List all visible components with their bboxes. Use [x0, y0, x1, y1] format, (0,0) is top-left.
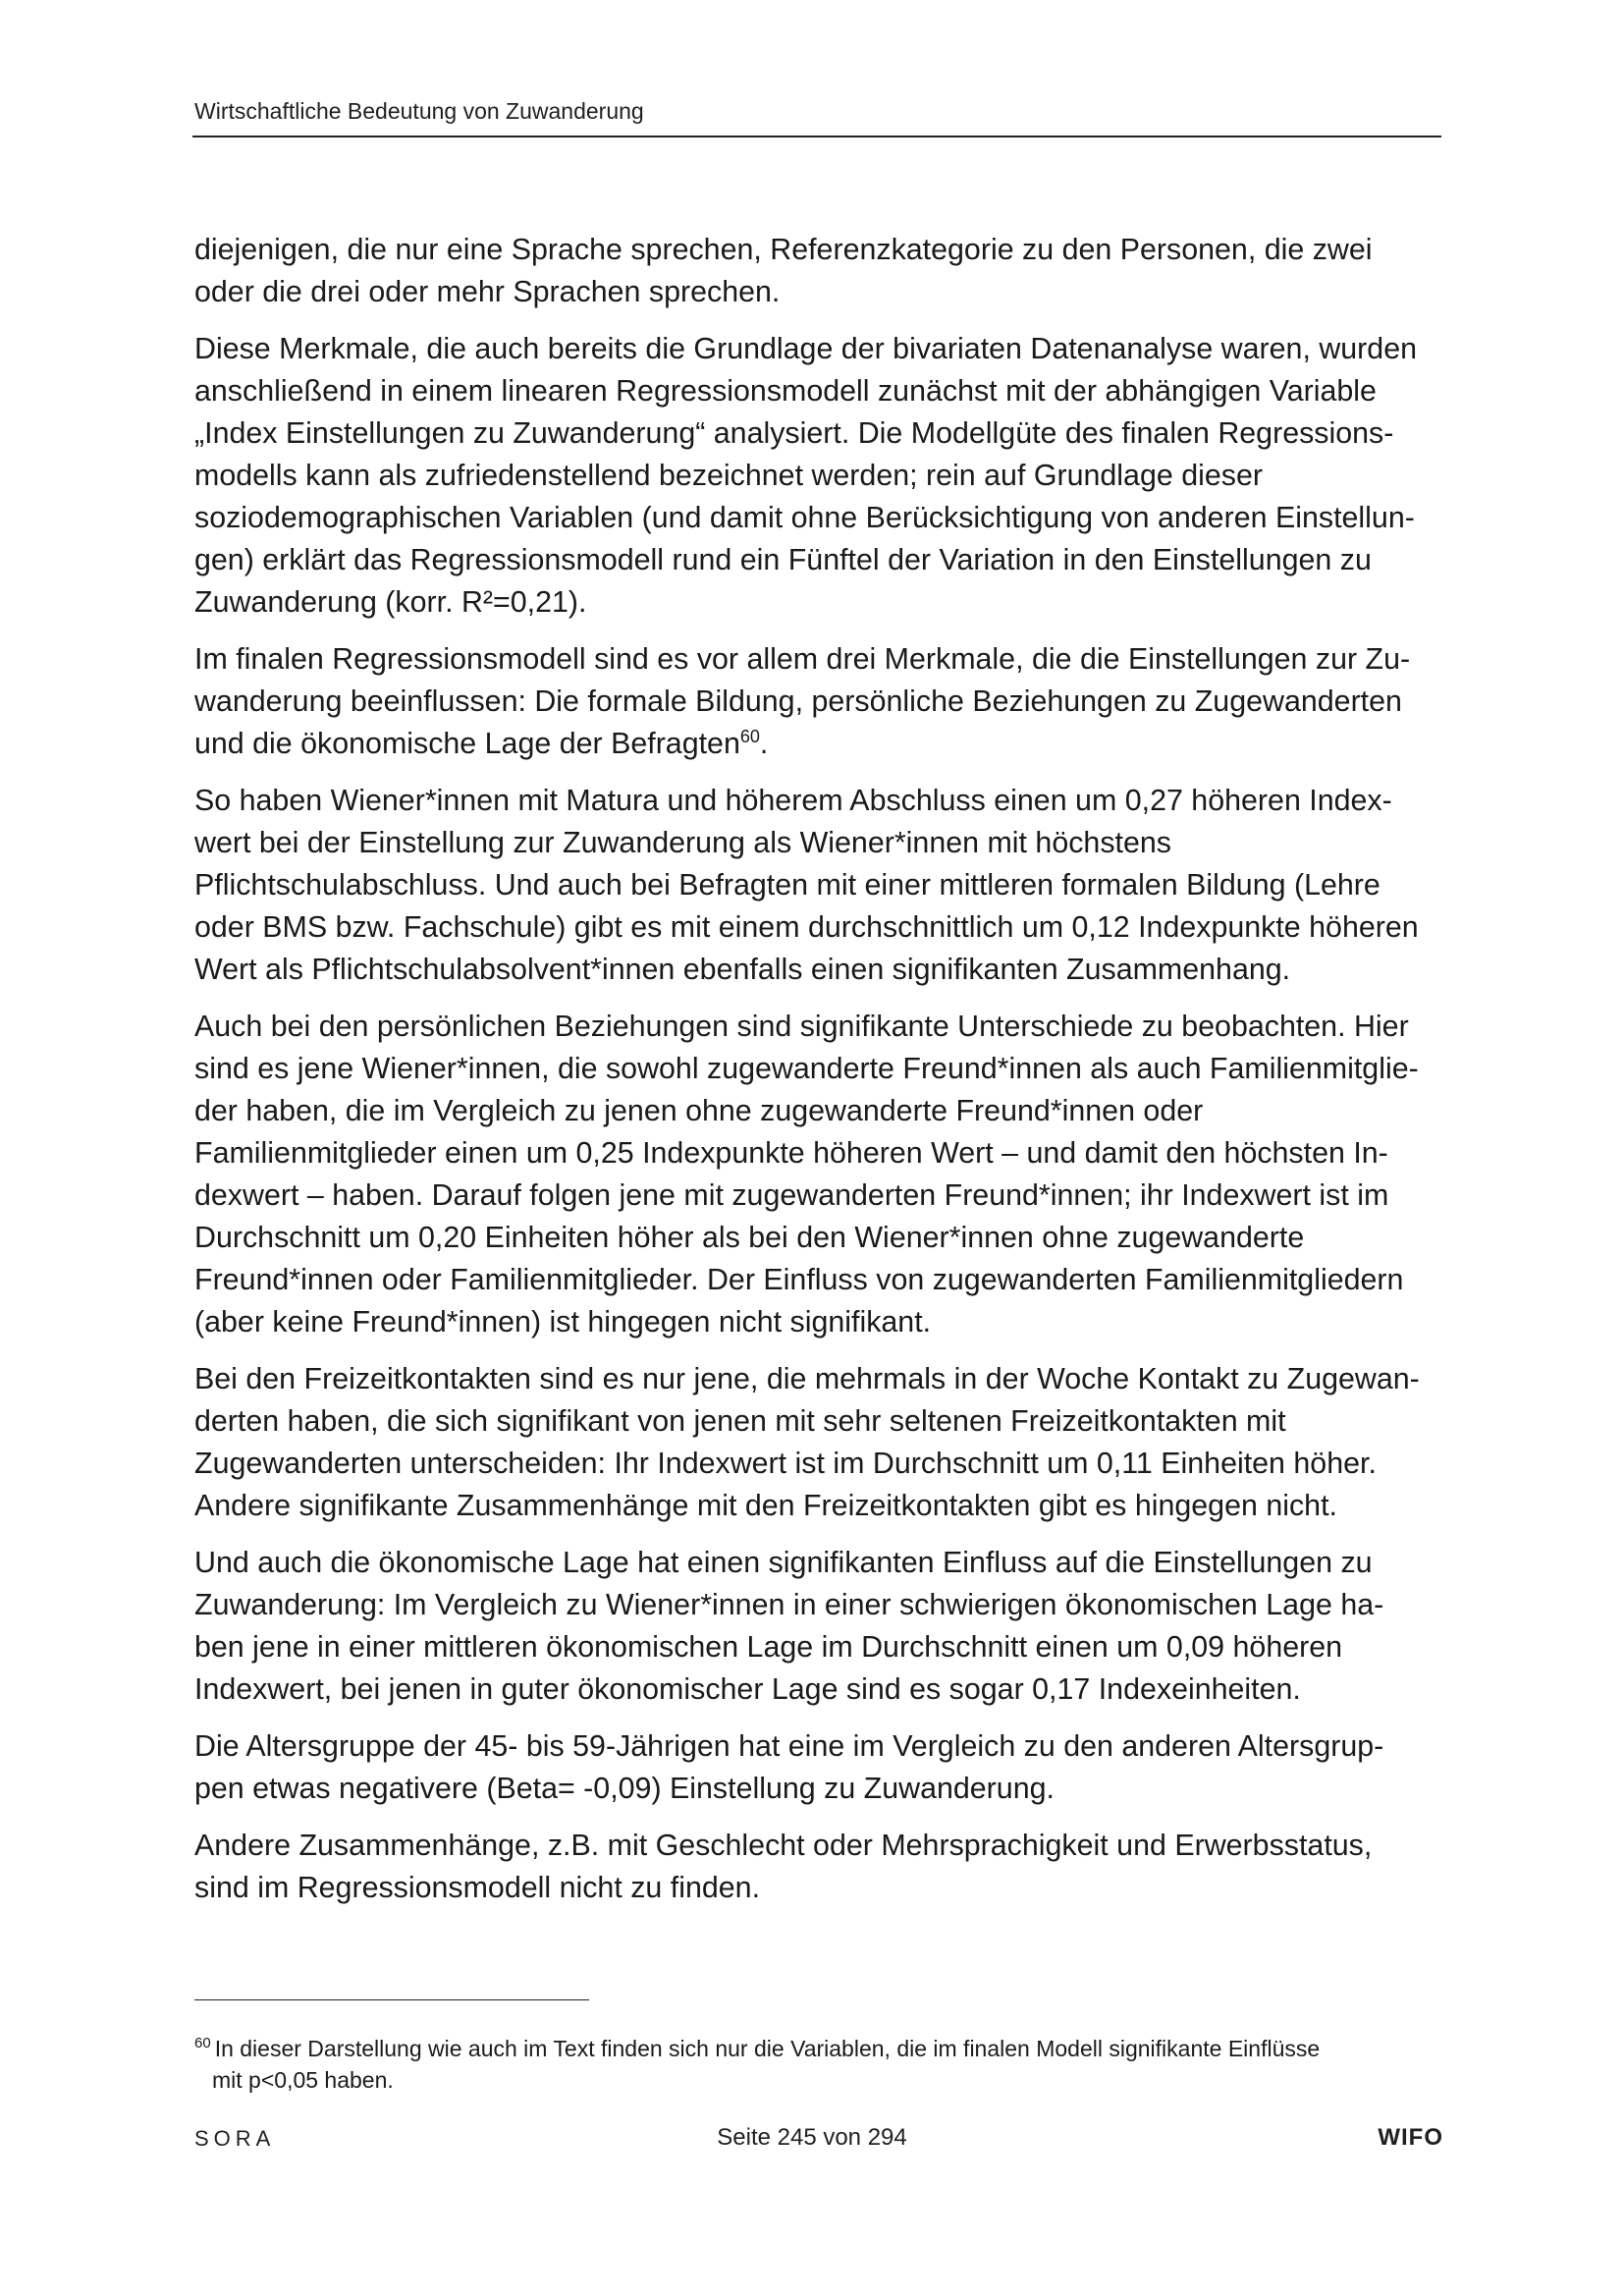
text-line: Wert als Pflichtschulabsolvent*innen ebenfalls einen signifikanten Zusammenhang. — [194, 953, 1291, 986]
paragraph-8 — [194, 1725, 1443, 1810]
footnote-divider — [194, 1999, 589, 2000]
text-line: anschließend in einem linearen Regressionsmodell zunächst mit der abhängigen Variable — [194, 374, 1377, 408]
text-line: (aber keine Freund*innen) ist hingegen nicht signifikant. — [194, 1305, 932, 1339]
text-segment: und die ökonomische Lage der Befragten — [194, 727, 740, 760]
text-line: modells kann als zufriedenstellend bezeichnet werden; rein auf Grundlage dieser — [194, 459, 1263, 492]
text-line: Im finalen Regressionsmodell sind es vor allem drei Merkmale, die die Einstellungen zur Zu- — [194, 642, 1411, 676]
page-number: Seite 245 von 294 — [717, 2124, 907, 2151]
text-line: Durchschnitt um 0,20 Einheiten höher als bei den Wiener*innen ohne zugewanderte — [194, 1221, 1305, 1254]
text-line: Pflichtschulabschluss. Und auch bei Befragten mit einer mittleren formalen Bildung (Lehre — [194, 868, 1380, 902]
text-line: Zuwanderung (korr. R²=0,21). — [194, 585, 587, 619]
paragraph-2 — [194, 328, 1443, 624]
text-segment: . — [759, 727, 769, 760]
paragraph-5 — [194, 1006, 1443, 1343]
footnote-line — [194, 2033, 1451, 2064]
footnote — [194, 2033, 1451, 2096]
text-line: Auch bei den persönlichen Beziehungen sind signifikante Unterschiede zu beobachten. Hier — [194, 1010, 1409, 1043]
text-line: So haben Wiener*innen mit Matura und höherem Abschluss einen um 0,27 höheren Index- — [194, 784, 1392, 817]
text-line: soziodemographischen Variablen (und damit ohne Berücksichtigung von anderen Einstellun- — [194, 501, 1415, 534]
text-line: Bei den Freizeitkontakten sind es nur jene, die mehrmals in der Woche Kontakt zu Zugewan- — [194, 1362, 1420, 1395]
text-line: Indexwert, bei jenen in guter ökonomischer Lage sind es sogar 0,17 Indexeinheiten. — [194, 1672, 1301, 1706]
paragraph-6 — [194, 1358, 1443, 1527]
text-line: dexwert – haben. Darauf folgen jene mit zugewanderten Freund*innen; ihr Indexwert ist im — [194, 1178, 1389, 1212]
text-line-with-footnote — [194, 723, 1443, 765]
text-line: diejenigen, die nur eine Sprache sprechen, Referenzkategorie zu den Personen, die zwei — [194, 233, 1373, 266]
text-line: wanderung beeinflussen: Die formale Bildung, persönliche Beziehungen zu Zugewanderten — [194, 684, 1402, 718]
text-line: der haben, die im Vergleich zu jenen ohne zugewanderte Freund*innen oder — [194, 1094, 1204, 1127]
footer-org-left: SORA — [194, 2126, 276, 2151]
running-header-title: Wirtschaftliche Bedeutung von Zuwanderung — [194, 98, 644, 124]
text-line: Zuwanderung: Im Vergleich zu Wiener*innen in einer schwierigen ökonomischen Lage ha- — [194, 1588, 1384, 1621]
text-line: oder BMS bzw. Fachschule) gibt es mit einem durchschnittlich um 0,12 Indexpunkte höheren — [194, 910, 1419, 944]
text-line: Die Altersgruppe der 45- bis 59-Jährigen hat eine im Vergleich zu den anderen Altersgrup- — [194, 1729, 1384, 1763]
text-line: derten haben, die sich signifikant von jenen mit sehr seltenen Freizeitkontakten mit — [194, 1404, 1286, 1438]
header-divider — [192, 136, 1441, 137]
footer-org-logo-right: WIFO — [1378, 2124, 1443, 2151]
text-line: Und auch die ökonomische Lage hat einen signifikanten Einfluss auf die Einstellungen zu — [194, 1546, 1373, 1579]
text-line: Andere signifikante Zusammenhänge mit den Freizeitkontakten gibt es hingegen nicht. — [194, 1489, 1337, 1522]
text-line: wert bei der Einstellung zur Zuwanderung als Wiener*innen mit höchstens — [194, 826, 1171, 859]
text-line: Zugewanderten unterscheiden: Ihr Indexwert ist im Durchschnitt um 0,11 Einheiten höher. — [194, 1447, 1377, 1480]
footnote-number: 60 — [194, 2035, 211, 2051]
footnote-text: In dieser Darstellung wie auch im Text finden sich nur die Variablen, die im finalen Modell signifikante Einflüsse — [214, 2036, 1321, 2061]
text-line: oder die drei oder mehr Sprachen sprechen. — [194, 275, 781, 308]
text-line: Familienmitglieder einen um 0,25 Indexpunkte höheren Wert – und damit den höchsten In- — [194, 1136, 1388, 1170]
text-line: ben jene in einer mittleren ökonomischen Lage im Durchschnitt einen um 0,09 höheren — [194, 1630, 1343, 1664]
text-line: Diese Merkmale, die auch bereits die Grundlage der bivariaten Datenanalyse waren, wurden — [194, 332, 1418, 365]
text-line: gen) erklärt das Regressionsmodell rund ein Fünftel der Variation in den Einstellungen zu — [194, 543, 1372, 576]
paragraph-9 — [194, 1825, 1443, 1909]
text-line: sind es jene Wiener*innen, die sowohl zugewanderte Freund*innen als auch Familienmitglie- — [194, 1052, 1419, 1085]
footnote-line: mit p<0,05 haben. — [212, 2067, 394, 2093]
text-line: Andere Zusammenhänge, z.B. mit Geschlecht oder Mehrsprachigkeit und Erwerbsstatus, — [194, 1829, 1373, 1862]
body-text — [194, 229, 1443, 1924]
paragraph-7 — [194, 1542, 1443, 1711]
paragraph-4 — [194, 780, 1443, 991]
text-line: „Index Einstellungen zu Zuwanderung“ analysiert. Die Modellgüte des finalen Regressions- — [194, 416, 1394, 450]
paragraph-1 — [194, 229, 1443, 313]
text-line: pen etwas negativere (Beta= -0,09) Einstellung zu Zuwanderung. — [194, 1772, 1055, 1805]
text-line: Freund*innen oder Familienmitglieder. Der Einfluss von zugewanderten Familienmitgliedern — [194, 1263, 1404, 1296]
text-line: sind im Regressionsmodell nicht zu finden. — [194, 1871, 761, 1904]
paragraph-3 — [194, 638, 1443, 765]
footnote-reference[interactable]: 60 — [739, 727, 760, 746]
